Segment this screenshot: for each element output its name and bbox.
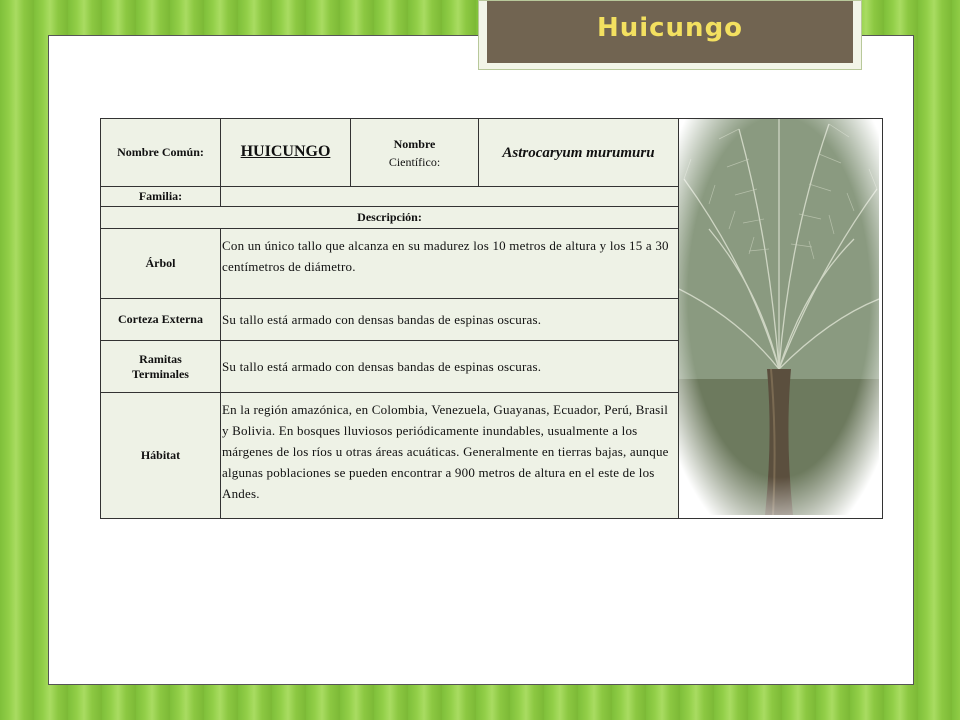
family-value <box>221 187 679 207</box>
row-label-ramitas <box>101 341 221 393</box>
row-label-habitat: Hábitat <box>101 393 221 519</box>
row-text-corteza: Su tallo está armado con densas bandas de espinas oscuras. <box>221 299 679 341</box>
title-frame <box>478 0 862 70</box>
family-label: Familia: <box>101 187 221 207</box>
row-text-arbol: Con un único tallo que alcanza en su madurez los 10 metros de altura y los 15 a 30 centímetros de diámetro. <box>221 229 679 299</box>
row-label-ramitas-line1: Ramitas <box>139 351 182 366</box>
common-name-value: HUICUNGO <box>221 119 351 187</box>
row-label-ramitas-line2: Terminales <box>132 366 189 381</box>
row-text-ramitas: Su tallo está armado con densas bandas de espinas oscuras. <box>221 341 679 393</box>
scientific-name-label-line2: Científico: <box>388 154 441 169</box>
photo-cell <box>679 119 883 519</box>
scientific-name-value: Astrocaryum murumuru <box>479 119 679 187</box>
slide-title: Huicungo <box>596 13 744 43</box>
row-label-corteza: Corteza Externa <box>101 299 221 341</box>
scientific-name-label-line1: Nombre <box>393 136 436 151</box>
scientific-name-label <box>351 119 479 187</box>
palm-tree-photo <box>679 119 879 515</box>
common-name-label: Nombre Común: <box>101 119 221 187</box>
species-table <box>100 118 883 519</box>
description-header: Descripción: <box>101 207 679 229</box>
row-label-arbol: Árbol <box>101 229 221 299</box>
title-box <box>487 1 853 63</box>
row-text-habitat: En la región amazónica, en Colombia, Venezuela, Guayanas, Ecuador, Perú, Brasil y Bolivia. En bosques lluviosos periódicamente inundables, usualmente a los márgenes de los ríos u otras áreas acuáticas. Generalmente en tierras bajas, aunque algunas poblaciones se pueden encontrar a 900 metros de altura en el este de los Andes. <box>221 393 679 519</box>
